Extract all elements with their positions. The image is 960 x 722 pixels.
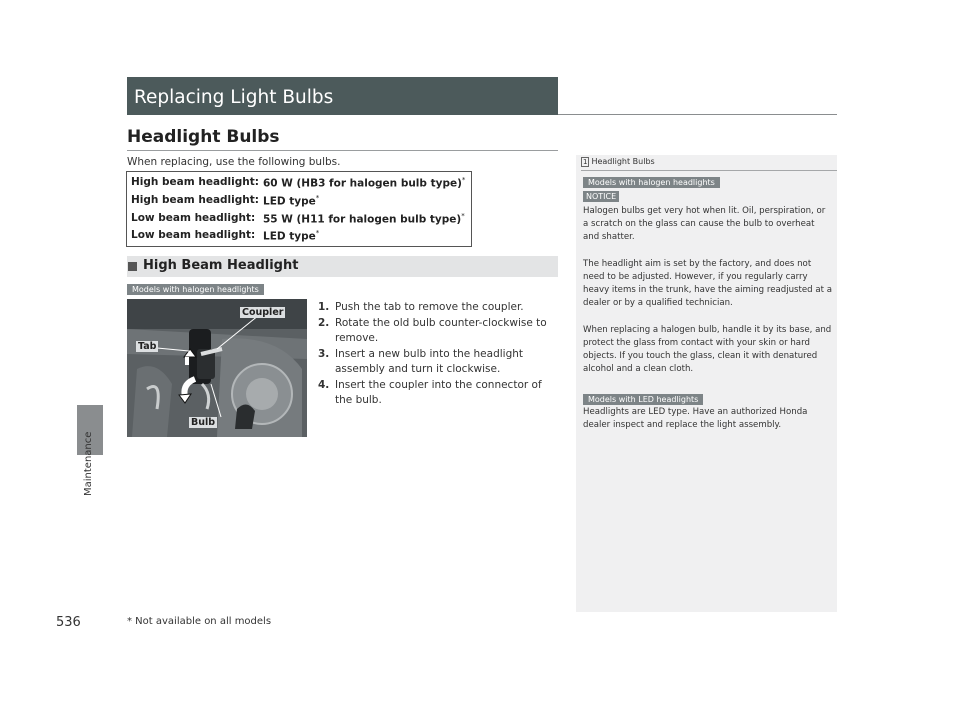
page-title: Replacing Light Bulbs xyxy=(134,87,334,108)
bulb-spec-value: 55 W (H11 for halogen bulb type)* xyxy=(263,212,465,226)
section-heading-rule xyxy=(127,150,558,151)
title-rule xyxy=(558,114,837,115)
photo-label-coupler: Coupler xyxy=(242,307,284,318)
section-tab-label: Maintenance xyxy=(83,432,94,497)
bulb-spec-value: 60 W (HB3 for halogen bulb type)* xyxy=(263,176,466,190)
reference-marker: 1 xyxy=(583,158,588,166)
section-heading: Headlight Bulbs xyxy=(127,127,280,147)
bulb-spec-label: Low beam headlight: xyxy=(131,212,256,224)
step-text: Insert a new bulb into the headlight assembly and turn it clockwise. xyxy=(335,348,524,375)
bulb-spec-value: LED type* xyxy=(263,229,320,243)
headlight-photo xyxy=(127,299,307,437)
step-number: 3. xyxy=(318,348,330,360)
bulb-spec-label: High beam headlight: xyxy=(131,194,259,206)
notice-badge: NOTICE xyxy=(583,191,619,202)
page-number: 536 xyxy=(56,615,81,630)
aim-paragraph: The headlight aim is set by the factory, and does not need to be adjusted. However, if you regularly carry heavy items in the trunk, have the aiming readjusted at a dealer or by a qualified technician. xyxy=(583,259,833,308)
photo-label-tab: Tab xyxy=(138,341,157,352)
footnote: * Not available on all models xyxy=(127,616,272,627)
bulb-spec-label: Low beam headlight: xyxy=(131,229,256,241)
step-number: 4. xyxy=(318,379,330,391)
notice-text: Halogen bulbs get very hot when lit. Oil, perspiration, or a scratch on the glass can cause the bulb to overheat and shatter. xyxy=(583,206,826,242)
handling-paragraph: When replacing a halogen bulb, handle it by its base, and protect the glass from contact with your skin or hard objects. If you touch the glass, clean it with denatured alcohol and a clean cloth. xyxy=(583,325,832,374)
step-text: Rotate the old bulb counter-clockwise to remove. xyxy=(335,317,547,344)
step-number: 1. xyxy=(318,301,330,313)
photo-label-bulb: Bulb xyxy=(191,417,216,428)
sidebar-tag-halogen: Models with halogen headlights xyxy=(583,177,720,188)
sidebar-heading: 1 Headlight Bulbs xyxy=(583,157,655,166)
bulb-spec-value: LED type* xyxy=(263,194,320,208)
sidebar-tag-led: Models with LED headlights xyxy=(583,394,703,405)
step-text: Insert the coupler into the connector of the bulb. xyxy=(335,379,542,406)
bulb-spec-label: High beam headlight: xyxy=(131,176,259,188)
step-number: 2. xyxy=(318,317,330,329)
subheading-square-icon xyxy=(128,262,137,271)
intro-text: When replacing, use the following bulbs. xyxy=(127,156,341,168)
bulb-spec-table xyxy=(126,171,472,247)
led-paragraph: Headlights are LED type. Have an authorized Honda dealer inspect and replace the light assembly. xyxy=(583,407,808,430)
step-text: Push the tab to remove the coupler. xyxy=(335,301,524,313)
sidebar-rule xyxy=(581,170,837,171)
model-tag-halogen: Models with halogen headlights xyxy=(127,284,264,295)
subheading: High Beam Headlight xyxy=(143,258,299,273)
